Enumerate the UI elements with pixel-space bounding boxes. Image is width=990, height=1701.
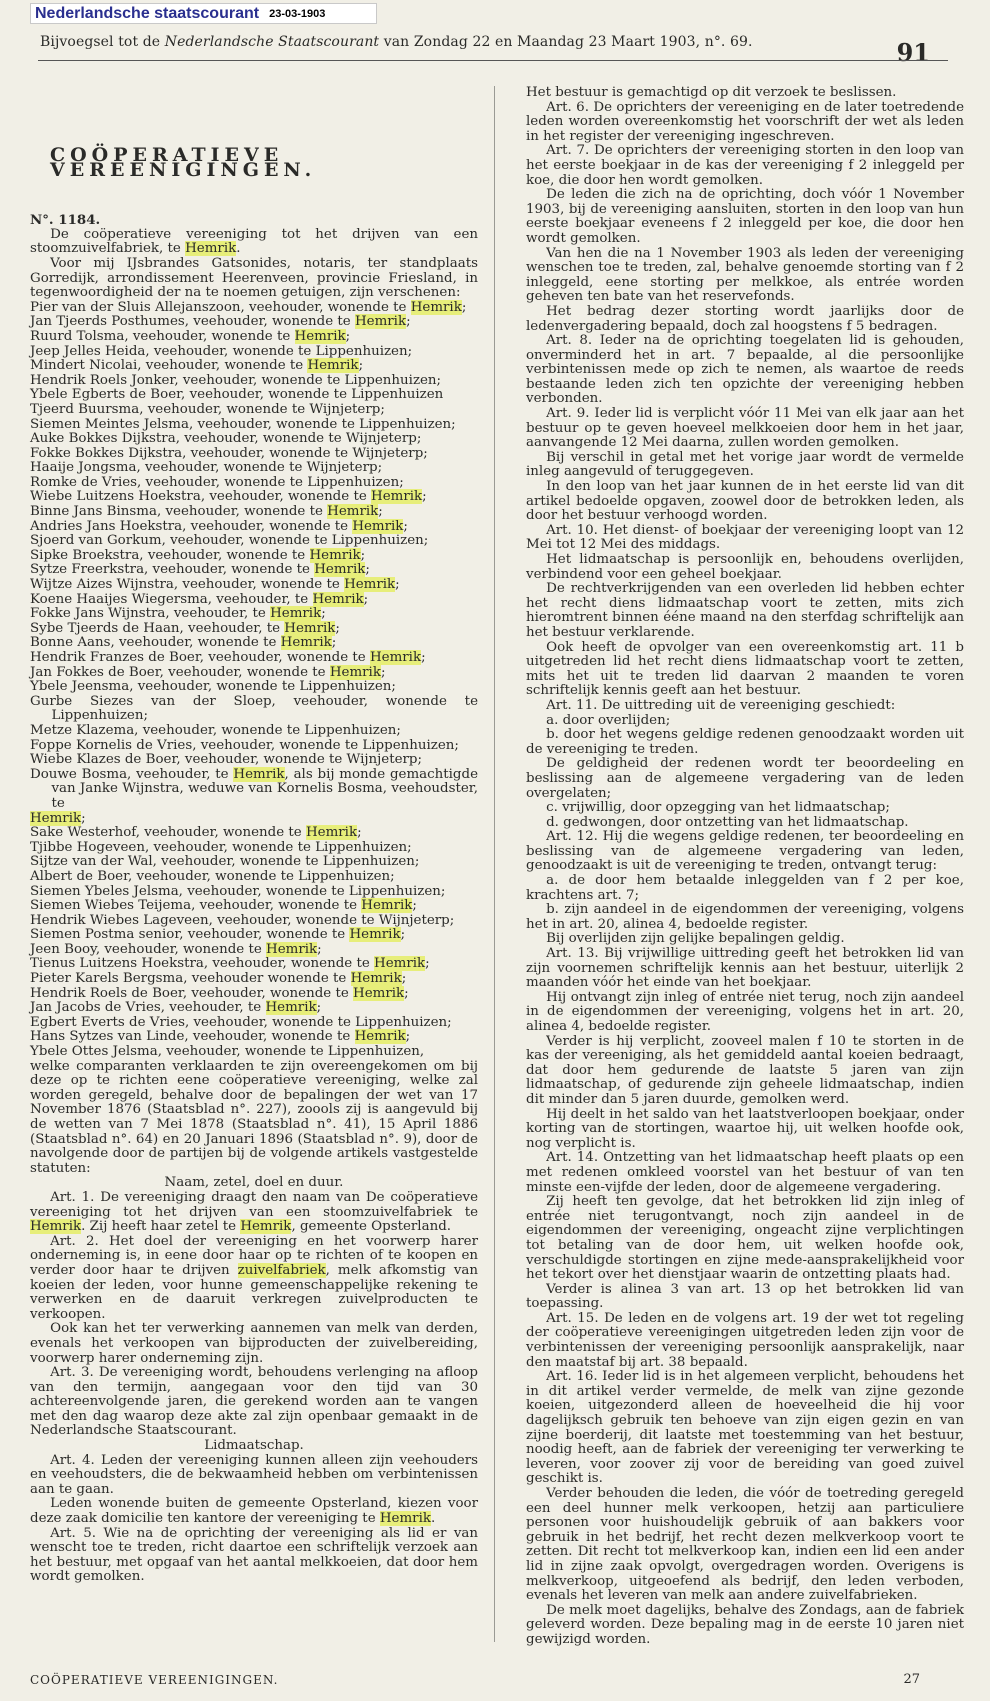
article-paragraph: a. door overlijden; xyxy=(546,712,671,728)
left-column xyxy=(30,84,478,1585)
comparant-entry: Pier van der Sluis Allejanszoon, veehouder, wonende te Hemrik; xyxy=(30,299,467,315)
comparant-entry: Gurbe Siezes van der Sloep, veehouder, wonende te Lippenhuizen; xyxy=(30,693,478,724)
comparant-entry: Auke Bokkes Dijkstra, veehouder, wonende te Wijnjeterp; xyxy=(30,431,422,447)
comparant-entry: Tienus Luitzens Hoekstra, veehouder, wonende te Hemrik; xyxy=(30,956,430,972)
article-paragraph: Hij ontvangt zijn inleg of entrée niet terug, noch zijn aandeel in de eigendommen der vereeniging, volgens het in art. 20, alinea 4, bedoelde register. xyxy=(526,989,964,1034)
comparant-entry: Ybele Jeensma, veehouder, wonende te Lippenhuizen; xyxy=(30,679,396,695)
page-number: 91 xyxy=(896,38,930,67)
article-paragraph: Art. 13. Bij vrijwillige uittreding geeft het betrokken lid van zijn voornemen schriftelijk kennis aan het bestuur, uiterlijk 2 maanden vóór het einde van het boekjaar. xyxy=(526,946,964,991)
heading-naam: Naam, zetel, doel en duur. xyxy=(164,1175,344,1191)
comparant-entry: Fokke Jans Wijnstra, veehouder, te Hemrik; xyxy=(30,606,326,622)
article-4b: Leden wonende buiten de gemeente Opsterland, kiezen voor deze zaak domicilie ten kantore der vereeniging te Hemrik. xyxy=(30,1496,478,1527)
article-paragraph: Hij deelt in het saldo van het laatstverloopen boekjaar, onder korting van de stortingen, waartoe hij, uit welken hoofde ook, nog verplicht is. xyxy=(526,1106,964,1151)
comparant-entry: Romke de Vries, veehouder, wonende te Lippenhuizen; xyxy=(30,474,404,490)
comparant-entry: Tjeerd Buursma, veehouder, wonende te Wijnjeterp; xyxy=(30,401,385,417)
comparant-entry: Bonne Aans, veehouder, wonende te Hemrik; xyxy=(30,635,337,651)
lead-paragraph: Voor mij IJsbrandes Gatsonides, notaris, ter standplaats Gorredijk, arrondissement Heerenveen, provincie Friesland, in tegenwoordigheid der na te noemen getuigen, zijn verschenen: xyxy=(30,255,478,301)
article-paragraph: Art. 7. De oprichters der vereeniging storten in den loop van het eerste boekjaar in de kas der vereeniging f 2 inleggeld per koe, die door hen wordt gemolken. xyxy=(526,143,964,188)
article-paragraph: Art. 16. Ieder lid is in het algemeen verplicht, behoudens het in dit artikel verder vermelde, de melk van zijne gezonde koeien, uitgezonderd alleen de hoeveelheid die hij voor dagelijksch gebruik ten behoeve van zijn eigen gezin en van zijne boerderij, dit laatste met toestemming van het bestuur, noodig heeft, aan de fabriek der vereeniging ter verwerking te leveren, voor zoover zij voor de bereiding van goed zuivel geschikt is. xyxy=(526,1369,964,1487)
newspaper-name: Nederlandsche staatscourant xyxy=(35,4,260,22)
comparant-entry: Sijtze van der Wal, veehouder, wonende te Lippenhuizen; xyxy=(30,854,420,870)
comparant-entry: Tjibbe Hogeveen, veehouder, wonende te Lippenhuizen; xyxy=(30,839,412,855)
comparant-entry: Egbert Everts de Vries, veehouder, wonende te Lippenhuizen; xyxy=(30,1014,452,1030)
comparant-entry: Fokke Bokkes Dijkstra, veehouder, wonende te Wijnjeterp; xyxy=(30,445,428,461)
comparant-entry: Ruurd Tolsma, veehouder, wonende te Hemrik; xyxy=(30,328,351,344)
article-paragraph: In den loop van het jaar kunnen de in het eerste lid van dit artikel bedoelde opgaven, zoowel door de betrokken leden, als door het bestuur verhoogd worden. xyxy=(526,479,964,524)
comparant-entry: Jeen Booy, veehouder, wonende te Hemrik; xyxy=(30,941,322,957)
comparant-entry: Siemen Postma senior, veehouder, wonende te Hemrik; xyxy=(30,927,406,943)
issue-date: 23-03-1903 xyxy=(269,7,326,20)
article-paragraph: d. gedwongen, door ontzetting van het lidmaatschap. xyxy=(546,814,909,830)
running-head: Bijvoegsel tot de Nederlandsche Staatscourant van Zondag 22 en Maandag 23 Maart 1903, n°. 69. xyxy=(40,34,753,50)
comparant-entry: Andries Jans Hoekstra, veehouder, wonende te Hemrik; xyxy=(30,518,408,534)
article-paragraph: c. vrijwillig, door opzegging van het lidmaatschap; xyxy=(546,800,890,816)
comparant-entry: Jeep Jelles Heida, veehouder, wonende te Lippenhuizen; xyxy=(30,343,413,359)
comparant-entry: Douwe Bosma, veehouder, te Hemrik, als bij monde gemachtigde van Janke Wijnstra, weduwe van Kornelis Bosma, veehoudster, te xyxy=(30,766,478,811)
article-paragraph: Art. 11. De uittreding uit de vereeniging geschiedt: xyxy=(546,697,896,713)
source-label xyxy=(30,3,377,24)
comparant-entry: Wiebe Luitzens Hoekstra, veehouder, wonende te Hemrik; xyxy=(30,489,427,505)
comparant-entry: Mindert Nicolai, veehouder, wonende te Hemrik; xyxy=(30,358,364,374)
section-title: COÖPERATIEVE VEREENIGINGEN. xyxy=(50,144,317,181)
entry-number: N°. 1184. xyxy=(30,212,101,229)
comparant-entry: Siemen Ybeles Jelsma, veehouder, wonende te Lippenhuizen; xyxy=(30,883,446,899)
article-paragraph: a. de door hem betaalde inleggelden van f 2 per koe, krachtens art. 7; xyxy=(526,873,964,903)
article-paragraph: Art. 9. Ieder lid is verplicht vóór 11 Mei van elk jaar aan het bestuur op te geven hoeveel melkkoeien door hem in het jaar, aanvangende 12 Mei daarna, zullen worden gemolken. xyxy=(526,406,964,451)
comparant-list xyxy=(30,301,478,1060)
comparant-entry: Wijtze Aizes Wijnstra, veehouder, wonende te Hemrik; xyxy=(30,577,400,593)
comparant-entry: Hendrik Roels Jonker, veehouder, wonende te Lippenhuizen; xyxy=(30,372,442,388)
after-people-paragraph: welke comparanten verklaarden te zijn overeengekomen om bij deze op te richten eene coöperatieve vereeniging, welke zal worden geregeld, behalve door de bepalingen der wet van 17 November 1876 (Staatsblad n°. 227), zoools zij is aangevuld bij de wetten van 7 Mei 1878 (Staatsblad n°. 41), 15 April 1886 (Staatsblad n°. 64) en 20 Januari 1896 (Staatsblad n°. 9), door de navolgende door de partijen bij de volgende artikels vastgestelde statuten: xyxy=(30,1058,478,1176)
article-paragraph: Bij verschil in getal met het vorige jaar wordt de vermelde inleg aangevuld of teruggegeven. xyxy=(526,449,964,480)
comparant-entry: Metze Klazema, veehouder, wonende te Lippenhuizen; xyxy=(30,722,401,738)
article-paragraph: Verder is hij verplicht, zooveel malen f 10 te storten in de kas der vereeniging, als het gemiddeld aantal koeien bedraagt, dat door hem gedurende de laatste 5 jaren van zijn lidmaatschap, of gedurende zijn geheele lidmaatschap, indien dit minder dan 5 jaren duurde, gemolken werd. xyxy=(526,1033,964,1107)
comparant-entry: Siemen Wiebes Teijema, veehouder, wonende te Hemrik; xyxy=(30,898,417,914)
comparant-entry: Hendrik Franzes de Boer, veehouder, wonende te Hemrik; xyxy=(30,650,426,665)
article-paragraph: De leden die zich na de oprichting, doch vóór 1 November 1903, bij de vereeniging aansluiten, storten in den loop van hun eerste boekjaar eveneens f 2 inleggeld per koe, die door hen wordt gemolken. xyxy=(526,187,964,246)
comparant-entry: Jan Tjeerds Posthumes, veehouder, wonende te Hemrik; xyxy=(30,314,411,330)
article-4: Art. 4. Leden der vereeniging kunnen alleen zijn veehouders en veehoudsters, die de bekwaamheid hebben om verbintenissen aan te gaan. xyxy=(30,1452,478,1497)
article-paragraph: Het bedrag dezer storting wordt jaarlijks door de ledenvergadering bepaald, doch zal hoogstens f 5 bedragen. xyxy=(526,303,964,334)
comparant-entry: Albert de Boer, veehouder, wonende te Lippenhuizen; xyxy=(30,868,395,884)
article-paragraph: Art. 6. De oprichters der vereeniging en de later toetredende leden worden overeenkomstig het voorschrift der wet als leden in het register der vereeniging ingeschreven. xyxy=(526,99,964,144)
comparant-entry: Jan Fokkes de Boer, veehouder, wonende te Hemrik; xyxy=(30,664,386,680)
article-paragraph: Art. 10. Het dienst- of boekjaar der vereeniging loopt van 12 Mei tot 12 Mei des middags. xyxy=(526,522,964,553)
comparant-entry: Wiebe Klazes de Boer, veehouder, wonende te Wijnjeterp; xyxy=(30,752,423,768)
article-paragraph: Art. 15. De leden en de volgens art. 19 der wet tot regeling der coöperatieve vereenigingen uitgetreden leden zijn voor de verbintenissen der vereeniging persoonlijk aansprakelijk, naar den maatstaf bij art. 38 bepaald. xyxy=(526,1310,964,1370)
article-paragraph: Zij heeft ten gevolge, dat het betrokken lid zijn inleg of entrée niet terugontvangt, noch zijn aandeel in de eigendommen der vereeniging, ongeacht zijne verplichtingen tot betaling van de door hem, uit welken hoofde ook, verschuldigde stortingen en zijne mede-aansprakelijkheid voor het tekort over het dienstjaar waarin de ontzetting plaats had. xyxy=(526,1194,964,1283)
entry-intro: De coöperatieve vereeniging tot het drijven van een stoomzuivelfabriek, te Hemrik. xyxy=(30,226,478,257)
footer-title: COÖPERATIEVE VEREENIGINGEN. xyxy=(30,1673,279,1687)
article-5: Art. 5. Wie na de oprichting der vereeniging als lid er van wenscht toe te treden, richt daartoe een schriftelijk verzoek aan het bestuur, met opgaaf van het aantal melkkoeien, dat door hem wordt gemolken. xyxy=(30,1525,478,1585)
column-divider xyxy=(494,86,495,1642)
comparant-entry: Jan Jacobs de Vries, veehouder, te Hemrik; xyxy=(30,1000,322,1016)
comparant-entry: Sybe Tjeerds de Haan, veehouder, te Hemrik; xyxy=(30,620,340,636)
comparant-entry: Sipke Broekstra, veehouder, wonende te Hemrik; xyxy=(30,547,366,563)
article-paragraph: Art. 12. Hij die wegens geldige redenen, ter beoordeeling en beslissing van de algemeene vergadering van leden, genoodzaakt is uit de vereeniging te treden, ontvangt terug: xyxy=(526,829,964,874)
article-paragraph: Art. 8. Ieder na de oprichting toegelaten lid is gehouden, onverminderd het in art. 7 bepaalde, al die persoonlijke verbintenissen mede op zich te nemen, als waartoe de reeds bestaande leden zich ten opzichte der vereeniging hebben verbonden. xyxy=(526,333,964,407)
article-1: Art. 1. De vereeniging draagt den naam van De coöperatieve vereeniging tot het drijven van een stoomzuivelfabriek te Hemrik. Zij heeft haar zetel te Hemrik, gemeente Opsterland. xyxy=(30,1189,478,1235)
comparant-entry: Hemrik; xyxy=(30,810,86,826)
article-paragraph: b. zijn aandeel in de eigendommen der vereeniging, volgens het in art. 20, alinea 4, bedoelde register. xyxy=(526,902,964,932)
comparant-entry: Binne Jans Binsma, veehouder, wonende te Hemrik; xyxy=(30,504,383,520)
article-paragraph: Het lidmaatschap is persoonlijk en, behoudens overlijden, verbindend voor een geheel boekjaar. xyxy=(526,552,964,582)
comparant-entry: Koene Haaijes Wiegersma, veehouder, te Hemrik; xyxy=(30,591,369,607)
comparant-entry: Hendrik Wiebes Lageveen, veehouder, wonende te Wijnjeterp; xyxy=(30,912,455,928)
header-rule xyxy=(38,60,948,61)
article-paragraph: Verder is alinea 3 van art. 13 op het betrokken lid van toepassing. xyxy=(526,1281,964,1312)
article-paragraph: Het bestuur is gemachtigd op dit verzoek te beslissen. xyxy=(526,85,897,100)
article-3: Art. 3. De vereeniging wordt, behoudens verlenging na afloop van den termijn, aangegaan voor den tijd van 30 achtereenvolgende jaren, die gerekend worden aan te vangen met den dag waarop deze akte zal zijn openbaar gemaakt in de Nederlandsche Staatscourant. xyxy=(30,1365,478,1439)
comparant-entry: Ybele Egberts de Boer, veehouder, wonende te Lippenhuizen xyxy=(30,387,444,403)
article-paragraph: b. door het wegens geldige redenen genoodzaakt worden uit de vereeniging te treden. xyxy=(526,727,964,757)
article-paragraph: Art. 14. Ontzetting van het lidmaatschap heeft plaats op een met redenen omkleed voorstel van het bestuur of van ten minste een-vijfde der leden, door de algemeene vergadering. xyxy=(526,1150,964,1195)
comparant-entry: Foppe Kornelis de Vries, veehouder, wonende te Lippenhuizen; xyxy=(30,737,459,753)
article-2b: Ook kan het ter verwerking aannemen van melk van derden, evenals het verkoopen van bijproducten der zuivelbereiding, voorwerp harer onderneming zijn. xyxy=(30,1321,478,1366)
article-paragraph: De geldigheid der redenen wordt ter beoordeeling en beslissing aan de algemeene vergadering van de leden overgelaten; xyxy=(526,756,964,801)
comparant-entry: Hendrik Roels de Boer, veehouder, wonende te Hemrik; xyxy=(30,985,409,1001)
article-paragraph: Bij overlijden zijn gelijke bepalingen geldig. xyxy=(546,931,845,947)
comparant-entry: Pieter Karels Bergsma, veehouder wonende te Hemrik; xyxy=(30,971,407,987)
article-paragraph: Ook heeft de opvolger van een overeenkomstig art. 11 b uitgetreden lid het recht diens lidmaatschap voort te zetten, mits het uit te treden lid daarvan 2 maanden te voren schriftelijk kennis geeft aan het bestuur. xyxy=(526,639,964,699)
article-paragraph: De rechtverkrijgenden van een overleden lid hebben echter het recht diens lidmaatschap voort te zetten, mits zich hieromtrent binnen ééne maand na den sterfdag schriftelijk aan het bestuur verklarende. xyxy=(526,581,964,640)
comparant-entry: Hans Sytzes van Linde, veehouder, wonende te Hemrik; xyxy=(30,1029,411,1045)
article-paragraph: Van hen die na 1 November 1903 als leden der vereeniging wenschen toe te treden, zal, behalve genoemde storting van f 2 inleggeld, eene storting per melkkoe, als entrée worden geheven ten bate van het reservefonds. xyxy=(526,245,964,305)
right-column xyxy=(526,86,964,1648)
comparant-entry: Sjoerd van Gorkum, veehouder, wonende te Lippenhuizen; xyxy=(30,533,429,549)
comparant-entry: Sake Westerhof, veehouder, wonende te Hemrik; xyxy=(30,825,362,841)
article-paragraph: De melk moet dagelijks, behalve des Zondags, aan de fabriek geleverd worden. Deze bepaling mag in de eerste 10 jaren niet gewijzigd worden. xyxy=(526,1602,964,1647)
article-2: Art. 2. Het doel der vereeniging en het voorwerp harer onderneming is, in eene door haar op te richten of te koopen en verder door haar te drijven zuivelfabriek, melk afkomstig van koeien der leden, voor hunne gemeenschappelijke rekening te verwerken en de daaruit verkregen zuivelproducten te verkoopen. xyxy=(30,1233,478,1322)
footer-page: 27 xyxy=(903,1672,920,1687)
comparant-entry: Ybele Ottes Jelsma, veehouder, wonende te Lippenhuizen, xyxy=(30,1044,425,1060)
comparant-entry: Sytze Freerkstra, veehouder, wonende te Hemrik; xyxy=(30,562,370,578)
article-paragraph: Verder behouden die leden, die vóór de toetreding geregeld een deel hunner melk verkoopen, hetzij aan particuliere personen voor huishoudelijk gebruik of aan bakkers voor gebruik in het bedrijf, het recht dezen melkverkoop voort te zetten. Dit recht tot melkverkoop kan, indien een lid een ander lid in zijne zaak opvolgt, overgedragen worden. Overigens is melkverkoop, uitgeoefend als bedrijf, den leden verboden, evenals het leveren van melk aan andere zuivelfabrieken. xyxy=(526,1486,964,1604)
heading-lidmaatschap: Lidmaatschap. xyxy=(204,1438,304,1454)
comparant-entry: Siemen Meintes Jelsma, veehouder, wonende te Lippenhuizen; xyxy=(30,416,456,432)
comparant-entry: Haaije Jongsma, veehouder, wonende te Wijnjeterp; xyxy=(30,460,383,476)
